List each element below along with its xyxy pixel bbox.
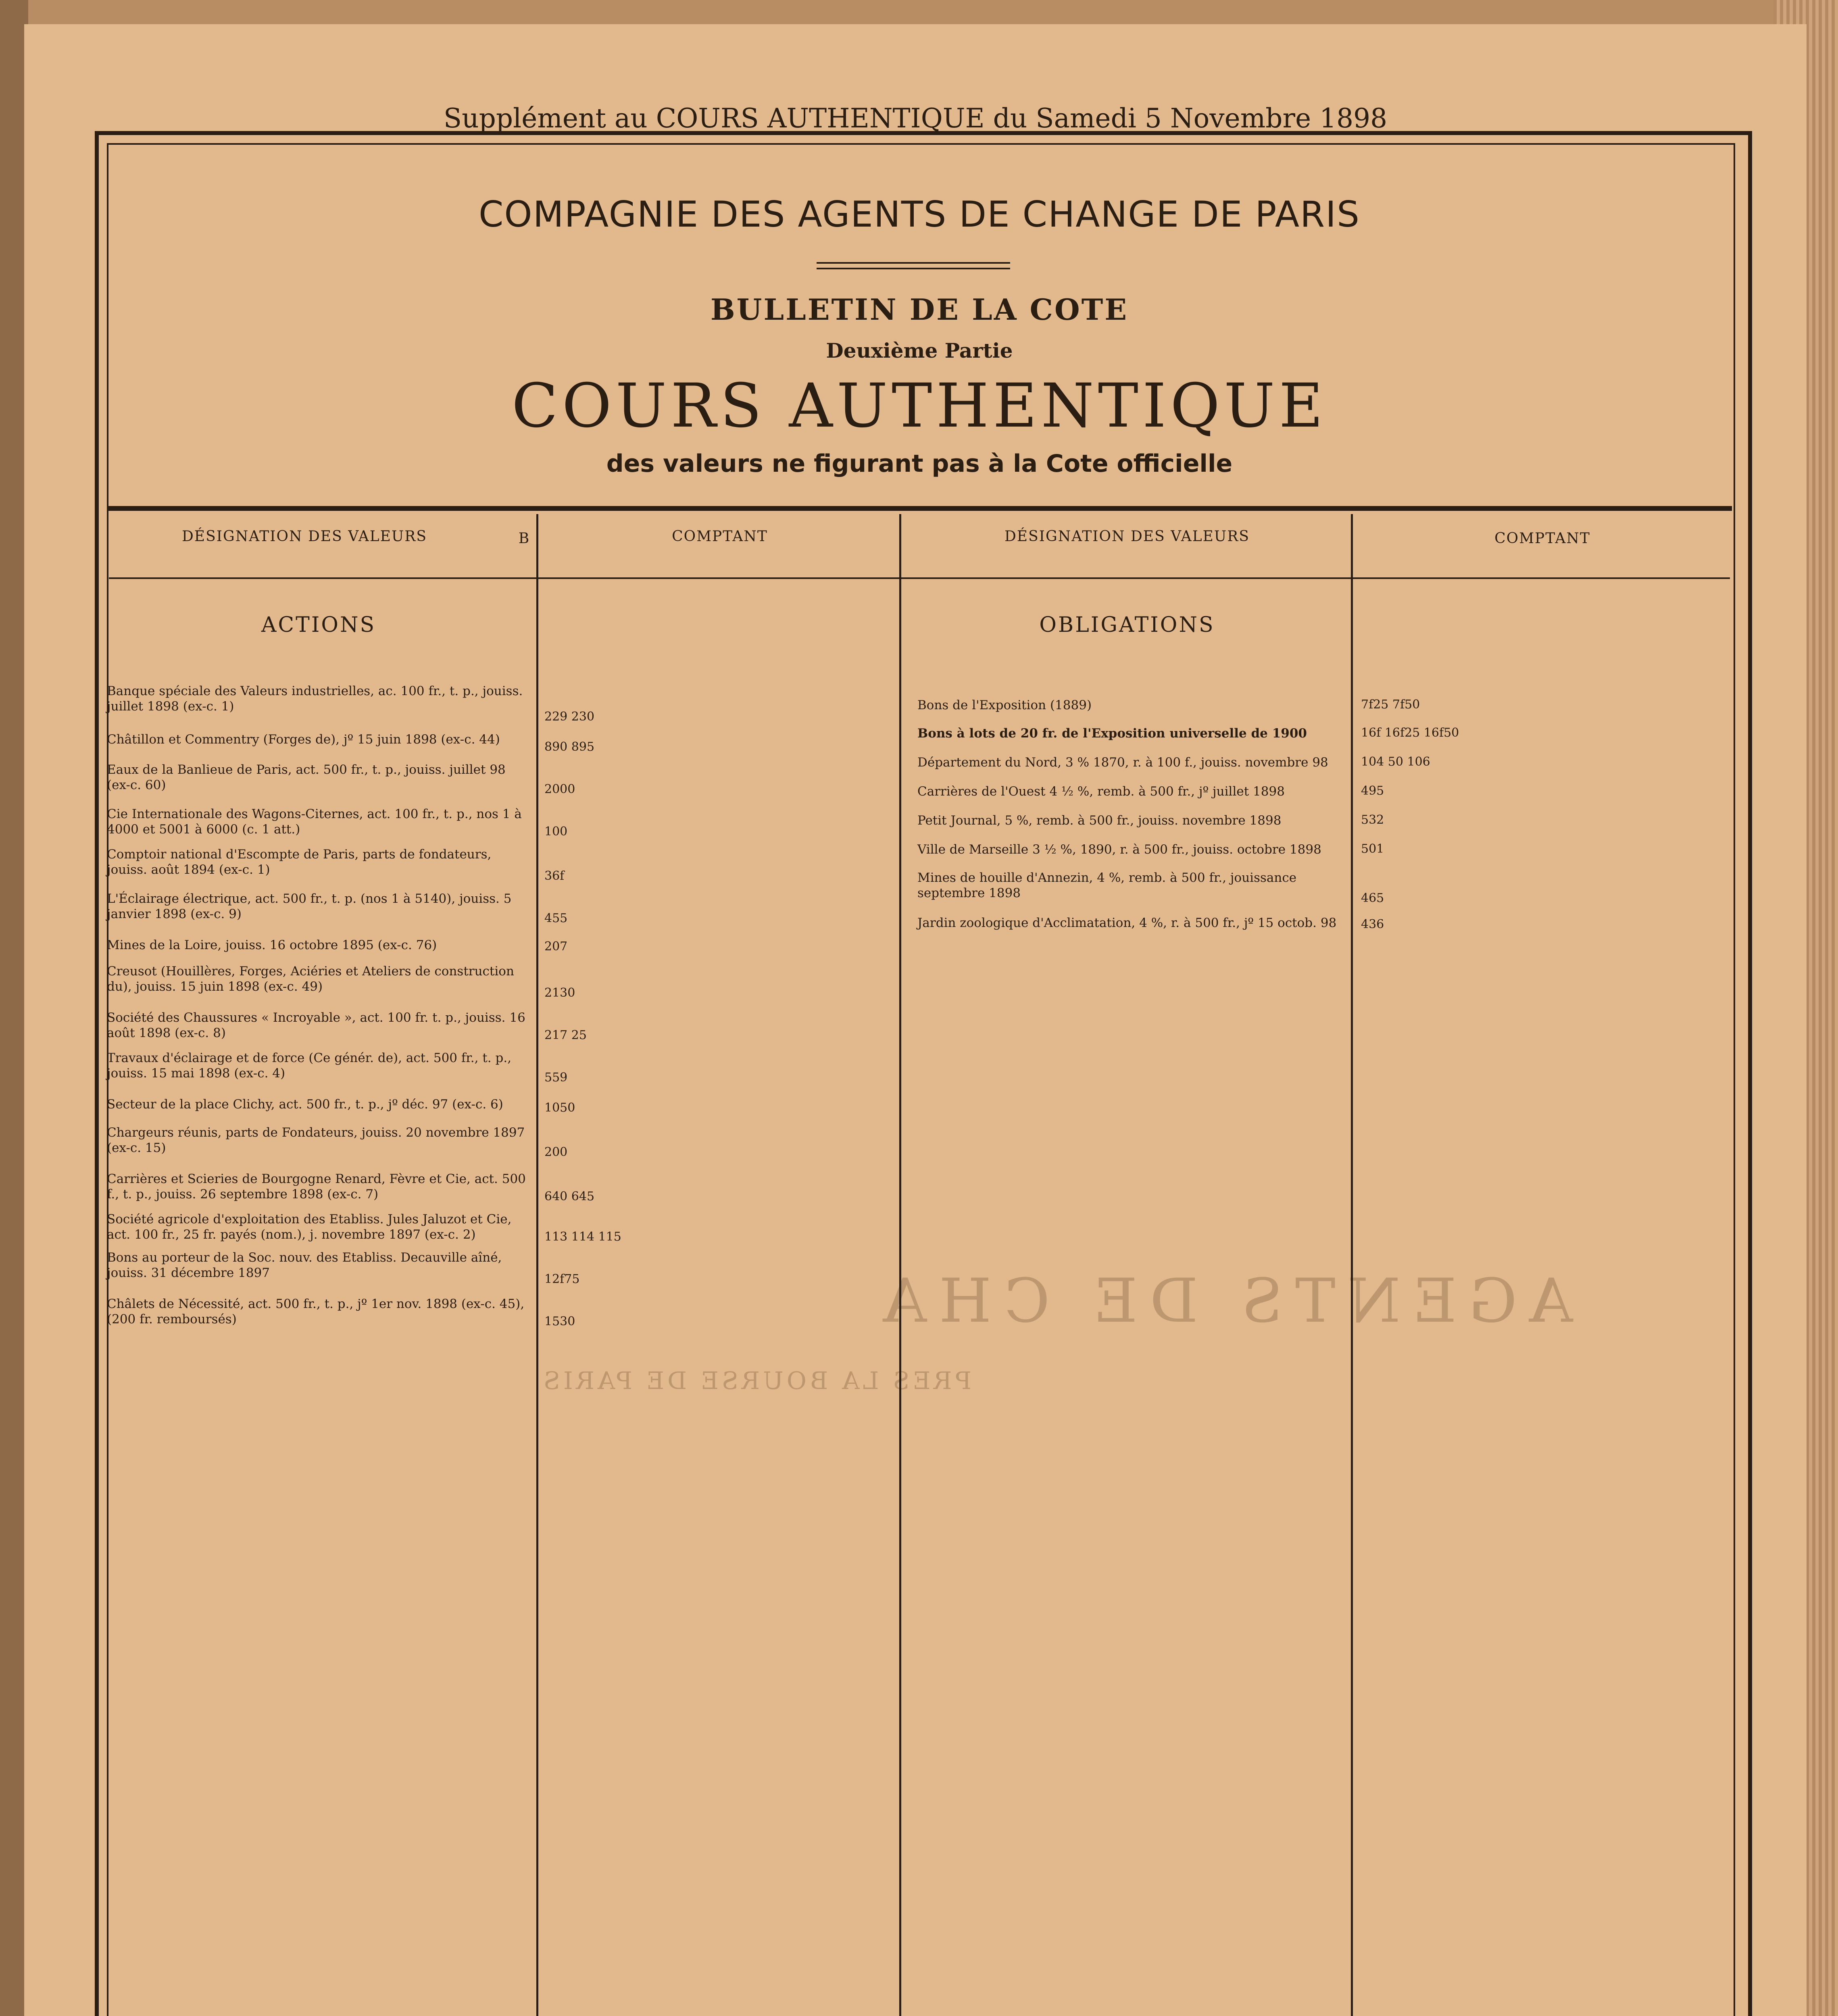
col-header-comptant: COMPTANT: [672, 528, 768, 545]
action-entry: Eaux de la Banlieue de Paris, act. 500 fr., t. p., jouiss. juillet 98 (ex-c. 60): [107, 762, 506, 792]
bulletin-title: BULLETIN DE LA COTE: [710, 292, 1129, 327]
actions-heading: ACTIONS: [261, 613, 376, 637]
col-header-designation: DÉSIGNATION DES VALEURS: [181, 528, 427, 545]
obligation-entry: Carrières de l'Ouest 4 ½ %, remb. à 500 fr., jº juillet 1898: [917, 784, 1285, 799]
col-divider-3: [1351, 514, 1353, 2016]
obligation-price: 436: [1361, 917, 1384, 931]
action-entry: Châtillon et Commentry (Forges de), jº 15 juin 1898 (ex-c. 44): [107, 732, 500, 747]
subtitle: des valeurs ne figurant pas à la Cote officielle: [606, 450, 1233, 478]
action-entry: Secteur de la place Clichy, act. 500 fr., t. p., jº déc. 97 (ex-c. 6): [107, 1097, 503, 1112]
col-header-comptant-right: COMPTANT: [1494, 530, 1590, 547]
action-price: 1050: [544, 1101, 575, 1115]
col-header-b: B: [518, 530, 530, 547]
action-price: 455: [544, 911, 568, 925]
partie-label: Deuxième Partie: [826, 339, 1013, 362]
company-title: COMPAGNIE DES AGENTS DE CHANGE DE PARIS: [478, 194, 1360, 235]
action-price: 229 230: [544, 710, 595, 724]
obligation-price: 495: [1361, 784, 1384, 798]
col-divider-2: [899, 514, 901, 2016]
action-entry: Châlets de Nécessité, act. 500 fr., t. p., jº 1er nov. 1898 (ex-c. 45), (200 fr. remboursés): [107, 1297, 525, 1327]
obligation-entry: Bons à lots de 20 fr. de l'Exposition universelle de 1900: [917, 726, 1307, 741]
obligation-price: 465: [1361, 891, 1384, 905]
action-entry: Creusot (Houillères, Forges, Aciéries et Ateliers de construction du), jouiss. 15 juin 1898 (ex-c. 49): [107, 964, 514, 994]
action-entry: Bons au porteur de la Soc. nouv. des Etabliss. Decauville aîné, jouiss. 31 décembre 1897: [107, 1250, 502, 1280]
action-price: 1530: [544, 1314, 575, 1329]
cours-title: COURS AUTHENTIQUE: [511, 371, 1327, 441]
obligation-entry: Mines de houille d'Annezin, 4 %, remb. à 500 fr., jouissance septembre 1898: [917, 871, 1297, 900]
action-price: 200: [544, 1145, 568, 1159]
action-entry: Travaux d'éclairage et de force (Ce génér. de), act. 500 fr., t. p., jouiss. 15 mai 1898 (ex-c. 4): [107, 1051, 512, 1081]
obligation-price: 532: [1361, 813, 1384, 827]
title-rule: [817, 262, 1010, 269]
action-entry: Chargeurs réunis, parts de Fondateurs, jouiss. 20 novembre 1897 (ex-c. 15): [107, 1125, 525, 1155]
action-price: 217 25: [544, 1028, 587, 1042]
col-header-rule-left: [109, 577, 901, 579]
action-entry: Comptoir national d'Escompte de Paris, parts de fondateurs, jouiss. août 1894 (ex-c. 1): [107, 847, 492, 877]
action-price: 36f: [544, 869, 565, 883]
bleed-through-text-2: PRES LA BOURSE DE PARIS: [540, 1367, 972, 1395]
obligation-price: 104 50 106: [1361, 755, 1430, 769]
obligation-entry: Ville de Marseille 3 ½ %, 1890, r. à 500 fr., jouiss. octobre 1898: [917, 842, 1321, 857]
action-entry: Carrières et Scieries de Bourgogne Renard, Fèvre et Cie, act. 500 f., t. p., jouiss. 26 septembre 1898 (ex-c. 7): [107, 1172, 526, 1202]
obligation-price: 501: [1361, 842, 1384, 856]
action-price: 207: [544, 939, 568, 954]
action-price: 559: [544, 1070, 568, 1085]
obligation-entry: Petit Journal, 5 %, remb. à 500 fr., jouiss. novembre 1898: [917, 813, 1282, 828]
action-price: 890 895: [544, 740, 595, 754]
col-header-designation-right: DÉSIGNATION DES VALEURS: [1004, 528, 1250, 545]
document-page: [24, 24, 1807, 2016]
obligation-price: 16f 16f25 16f50: [1361, 726, 1459, 740]
action-entry: L'Éclairage électrique, act. 500 fr., t. p. (nos 1 à 5140), jouiss. 5 janvier 1898 (ex-c. 9): [107, 891, 512, 921]
obligation-entry: Jardin zoologique d'Acclimatation, 4 %, r. à 500 fr., jº 15 octob. 98: [917, 916, 1337, 930]
action-entry: Cie Internationale des Wagons-Citernes, act. 100 fr., t. p., nos 1 à 4000 et 5001 à 6000 (c. 1 att.): [107, 807, 522, 837]
action-price: 100: [544, 825, 568, 839]
obligation-price: 7f25 7f50: [1361, 698, 1420, 712]
action-price: 2000: [544, 782, 575, 796]
action-entry: Société agricole d'exploitation des Etabliss. Jules Jaluzot et Cie, act. 100 fr., 25 fr. payés (nom.), j. novembre 1897 (ex-c. 2): [107, 1212, 512, 1242]
obligation-entry: Bons de l'Exposition (1889): [917, 698, 1092, 712]
col-header-rule-right: [901, 577, 1730, 579]
supplement-line: Supplément au COURS AUTHENTIQUE du Samedi 5 Novembre 1898: [443, 103, 1388, 134]
col-divider-1: [536, 514, 538, 2016]
action-price: 12f75: [544, 1272, 580, 1286]
obligation-entry: Département du Nord, 3 % 1870, r. à 100 f., jouiss. novembre 98: [917, 755, 1328, 770]
bleed-through-text: AGENTS DE CHA: [871, 1266, 1573, 1336]
action-entry: Banque spéciale des Valeurs industrielles, ac. 100 fr., t. p., jouiss. juillet 1898 (ex-c. 1): [107, 684, 523, 714]
obligations-heading: OBLIGATIONS: [1039, 613, 1215, 637]
action-price: 113 114 115: [544, 1230, 621, 1244]
header-rule: [107, 506, 1732, 511]
action-entry: Société des Chaussures « Incroyable », act. 100 fr. t. p., jouiss. 16 août 1898 (ex-c. 8): [107, 1010, 525, 1040]
action-price: 640 645: [544, 1189, 595, 1204]
action-entry: Mines de la Loire, jouiss. 16 octobre 1895 (ex-c. 76): [107, 938, 437, 952]
action-price: 2130: [544, 986, 575, 1000]
